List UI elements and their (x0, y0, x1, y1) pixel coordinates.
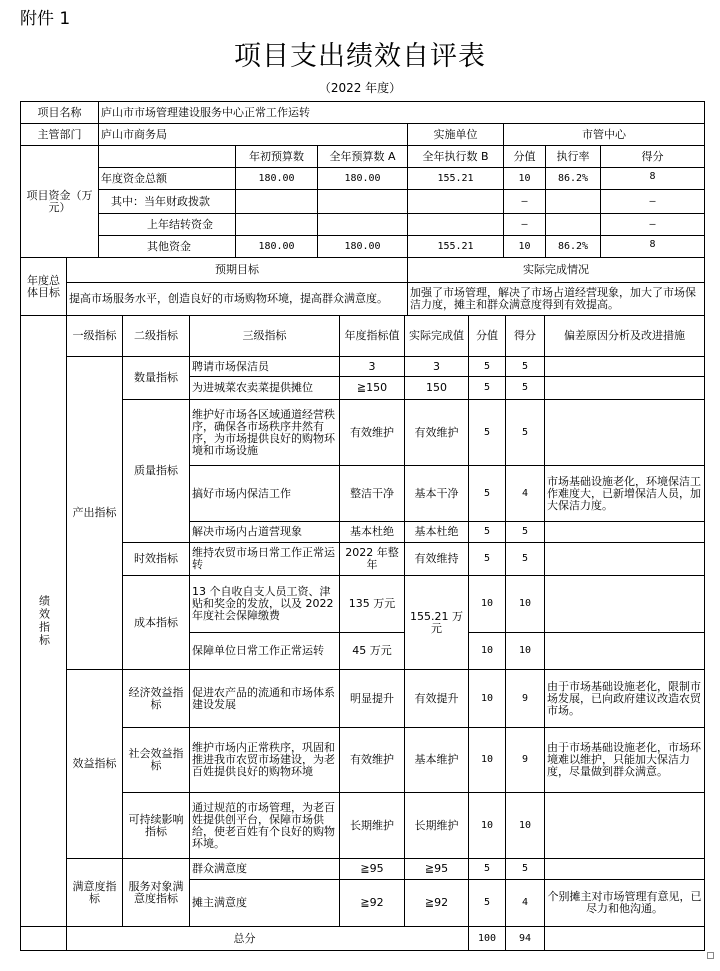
indicator-note: 由于市场基础设施老化，市场环境难以维护，只能加大保洁力度，尽量做到群众满意。 (544, 727, 705, 793)
indicator-note (544, 575, 705, 633)
indicator-actual: 3 (404, 356, 469, 377)
funds-cell: 155.21 (407, 167, 504, 190)
funds-cell: 86.2% (545, 167, 601, 190)
funds-label: 项目资金（万元） (20, 145, 99, 258)
page-title: 项目支出绩效自评表 (234, 41, 486, 72)
indicator-value: 5 (468, 521, 506, 543)
funds-header: 全年预算数 A (317, 145, 408, 168)
funds-cell (407, 189, 504, 214)
funds-cell (317, 213, 408, 236)
indicator-target: ≧95 (339, 858, 405, 880)
funds-row-name: 其他资金 (98, 235, 236, 258)
total-value: 100 (468, 926, 506, 951)
indicator-score: 5 (505, 521, 545, 543)
funds-cell: 8 (600, 235, 705, 258)
level2-indicator: 时效指标 (122, 542, 190, 576)
indicator-name: 维持农贸市场日常工作正常运转 (189, 542, 340, 576)
total-score: 94 (505, 926, 545, 951)
indicator-target: 整洁干净 (339, 465, 405, 522)
indicator-target: 长期维护 (339, 792, 405, 859)
indicator-value: 5 (468, 399, 506, 466)
funds-row-name: 上年结转资金 (98, 213, 236, 236)
funds-header: 执行率 (545, 145, 601, 168)
level1-output: 产出指标 (66, 356, 123, 670)
indicator-actual: 有效提升 (404, 669, 469, 728)
indicator-name: 13 个自收自支人员工资、津贴和奖金的发放，以及 2022 年度社会保障缴费 (189, 575, 340, 633)
indicator-header: 实际完成值 (404, 315, 469, 357)
indicator-value: 10 (468, 792, 506, 859)
indicator-score: 10 (505, 792, 545, 859)
funds-cell: 180.00 (317, 235, 408, 258)
indicator-note (544, 858, 705, 880)
funds-cell: — (600, 189, 705, 214)
indicator-header: 得分 (505, 315, 545, 357)
dept-label: 主管部门 (20, 123, 99, 146)
goals-expected-header: 预期目标 (66, 257, 408, 283)
level2-indicator: 数量指标 (122, 356, 190, 400)
total-label: 总分 (20, 926, 469, 951)
indicator-target: 2022 年整年 (339, 542, 405, 576)
indicator-name: 通过规范的市场管理，为老百姓提供创平台，保障市场供给，使老百姓有个良好的购物环境。 (189, 792, 340, 859)
funds-cell: 180.00 (317, 167, 408, 190)
indicator-name: 搞好市场内保洁工作 (189, 465, 340, 522)
indicator-target: 明显提升 (339, 669, 405, 728)
indicator-value: 5 (468, 542, 506, 576)
indicator-value: 10 (468, 669, 506, 728)
indicator-label: 绩效指标 (20, 315, 67, 927)
funds-cell: — (503, 189, 546, 214)
indicator-note: 由于市场基础设施老化，限制市场发展，已向政府建议改造农贸市场。 (544, 669, 705, 728)
indicator-score: 10 (505, 575, 545, 633)
indicator-value: 5 (468, 356, 506, 377)
indicator-header: 二级指标 (122, 315, 190, 357)
level2-indicator: 成本指标 (122, 575, 190, 670)
funds-cell (545, 189, 601, 214)
funds-cell: 180.00 (235, 167, 318, 190)
annex-label: 附件 1 (20, 9, 71, 29)
indicator-target: 135 万元 (339, 575, 405, 633)
indicator-score: 9 (505, 727, 545, 793)
indicator-header: 一级指标 (66, 315, 123, 357)
indicator-name: 摊主满意度 (189, 879, 340, 927)
indicator-value: 10 (468, 632, 506, 670)
impl-label: 实施单位 (407, 123, 504, 146)
indicator-note (544, 632, 705, 670)
funds-cell (407, 213, 504, 236)
funds-cell: 10 (503, 235, 546, 258)
indicator-actual: ≧92 (404, 879, 469, 927)
funds-cell: — (600, 213, 705, 236)
indicator-note: 个别摊主对市场管理有意见，已尽力和他沟通。 (544, 879, 705, 927)
indicator-actual: 155.21 万元 (404, 575, 469, 670)
indicator-actual: 基本维护 (404, 727, 469, 793)
indicator-note: 市场基础设施老化，环境保洁工作难度大，已新增保洁人员，加大保洁力度。 (544, 465, 705, 522)
funds-header: 得分 (600, 145, 705, 168)
funds-cell: 155.21 (407, 235, 504, 258)
funds-cell (235, 213, 318, 236)
indicator-actual: 有效维护 (404, 399, 469, 466)
indicator-header: 分值 (468, 315, 506, 357)
indicator-actual: 基本杜绝 (404, 521, 469, 543)
indicator-actual: 长期维护 (404, 792, 469, 859)
indicator-name: 聘请市场保洁员 (189, 356, 340, 377)
funds-header: 全年执行数 B (407, 145, 504, 168)
funds-cell: 8 (600, 167, 705, 190)
indicator-value: 10 (468, 727, 506, 793)
report-year: （2022 年度） (318, 81, 402, 95)
project-name-label: 项目名称 (20, 101, 99, 124)
funds-row-name: 其中：当年财政拨款 (98, 189, 236, 214)
indicator-score: 5 (505, 376, 545, 400)
indicator-note (544, 399, 705, 466)
indicator-note (544, 542, 705, 576)
indicator-score: 5 (505, 399, 545, 466)
indicator-actual: 150 (404, 376, 469, 400)
indicator-note (544, 521, 705, 543)
indicator-note (544, 792, 705, 859)
indicator-target: ≧92 (339, 879, 405, 927)
level2-indicator: 社会效益指标 (122, 727, 190, 793)
indicator-actual: 基本干净 (404, 465, 469, 522)
indicator-value: 5 (468, 376, 506, 400)
indicator-score: 10 (505, 632, 545, 670)
indicator-target: 有效维护 (339, 399, 405, 466)
resize-handle (707, 952, 714, 959)
funds-cell (317, 189, 408, 214)
impl-value: 市管中心 (503, 123, 705, 146)
indicator-target: 有效维护 (339, 727, 405, 793)
indicator-name: 解决市场内占道营现象 (189, 521, 340, 543)
funds-cell: 10 (503, 167, 546, 190)
indicator-score: 4 (505, 465, 545, 522)
level2-indicator: 可持续影响指标 (122, 792, 190, 859)
funds-header: 年初预算数 (235, 145, 318, 168)
indicator-header: 年度指标值 (339, 315, 405, 357)
level2-indicator: 质量指标 (122, 399, 190, 543)
indicator-value: 5 (468, 465, 506, 522)
indicator-value: 5 (468, 879, 506, 927)
indicator-score: 4 (505, 879, 545, 927)
indicator-name: 为进城菜农卖菜提供摊位 (189, 376, 340, 400)
indicator-header: 三级指标 (189, 315, 340, 357)
indicator-name: 群众满意度 (189, 858, 340, 880)
indicator-name: 促进农产品的流通和市场体系建设发展 (189, 669, 340, 728)
indicator-target: 45 万元 (339, 632, 405, 670)
indicator-score: 5 (505, 542, 545, 576)
indicator-score: 5 (505, 356, 545, 377)
indicator-score: 5 (505, 858, 545, 880)
project-name-value: 庐山市市场管理建设服务中心正常工作运转 (98, 101, 705, 124)
indicator-target: 基本杜绝 (339, 521, 405, 543)
indicator-name: 维护市场内正常秩序，巩固和推进我市农贸市场建设，为老百姓提供良好的购物环境 (189, 727, 340, 793)
funds-cell: — (503, 213, 546, 236)
indicator-actual: ≧95 (404, 858, 469, 880)
level1-satisfaction: 满意度指标 (66, 858, 123, 927)
level2-indicator: 经济效益指标 (122, 669, 190, 728)
goals-expected-text: 提高市场服务水平，创造良好的市场购物环境，提高群众满意度。 (66, 282, 408, 316)
funds-row-name: 年度资金总额 (98, 167, 236, 190)
level1-benefit: 效益指标 (66, 669, 123, 859)
funds-header: 分值 (503, 145, 546, 168)
indicator-target: ≧150 (339, 376, 405, 400)
funds-header-blank (98, 145, 236, 168)
funds-cell: 180.00 (235, 235, 318, 258)
funds-cell (235, 189, 318, 214)
goals-actual-text: 加强了市场管理，解决了市场占道经营现象，加大了市场保洁力度，摊主和群众满意度得到有效提高。 (407, 282, 705, 316)
level2-indicator: 服务对象满意度指标 (122, 858, 190, 927)
dept-value: 庐山市商务局 (98, 123, 408, 146)
indicator-target: 3 (339, 356, 405, 377)
indicator-actual: 有效维持 (404, 542, 469, 576)
indicator-score: 9 (505, 669, 545, 728)
funds-cell (545, 213, 601, 236)
goals-actual-header: 实际完成情况 (407, 257, 705, 283)
goals-label: 年度总体目标 (20, 257, 67, 316)
indicator-value: 5 (468, 858, 506, 880)
total-note (544, 926, 705, 951)
indicator-note (544, 376, 705, 400)
indicator-name: 保障单位日常工作正常运转 (189, 632, 340, 670)
indicator-note (544, 356, 705, 377)
indicator-header: 偏差原因分析及改进措施 (544, 315, 705, 357)
indicator-value: 10 (468, 575, 506, 633)
funds-cell: 86.2% (545, 235, 601, 258)
indicator-name: 维护好市场各区域通道经营秩序，确保各市场秩序井然有序，为市场提供良好的购物环境和市场设施 (189, 399, 340, 466)
